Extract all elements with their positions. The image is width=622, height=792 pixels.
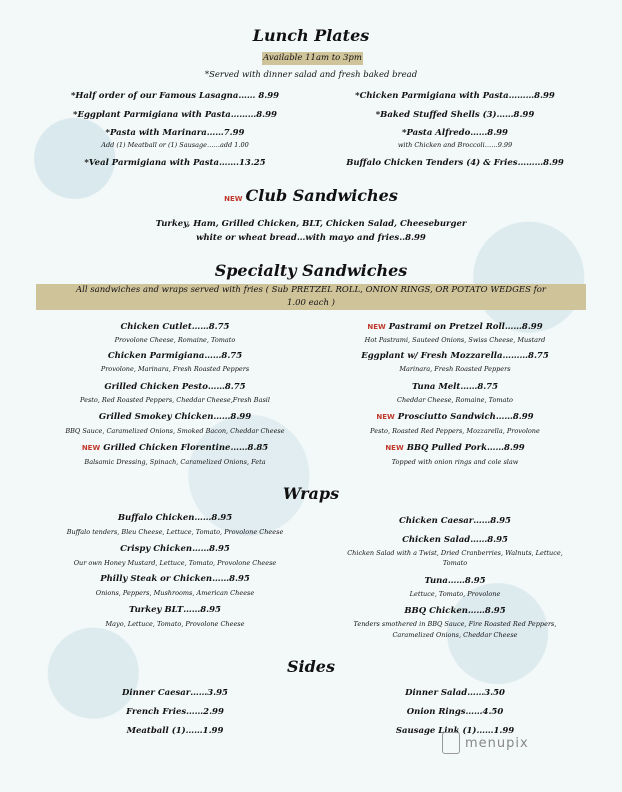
lunch-item: *Pasta Alfredo……8.99 — [402, 128, 508, 138]
specialty-desc: BBQ Sauce, Caramelized Onions, Smoked Bacon, Cheddar Cheese — [65, 427, 285, 435]
specialty-item: Grilled Chicken Pesto……8.75 — [104, 382, 246, 392]
lunch-item-desc: with Chicken and Broccoli……9.99 — [397, 141, 513, 149]
side-item: Meatball (1)……1.99 — [126, 726, 224, 736]
wrap-item: Tuna……8.95 — [424, 576, 486, 586]
specialty-desc: Provolone, Marinara, Fresh Roasted Peppers — [100, 365, 250, 373]
lunch-item: *Half order of our Famous Lasagna…… 8.99 — [70, 91, 280, 101]
new-badge: NEW — [81, 444, 101, 452]
new-badge: NEW — [385, 444, 404, 452]
wrap-item: Turkey BLT……8.95 — [129, 605, 221, 615]
side-item: Sausage Link (1)……1.99 — [395, 726, 515, 736]
specialty-desc: Cheddar Cheese, Romaine, Tomato — [397, 396, 513, 404]
specialty-title: Specialty Sandwiches — [214, 261, 408, 280]
wrap-item: Buffalo Chicken……8.95 — [117, 513, 233, 523]
wrap-desc: Tomato — [442, 559, 468, 567]
wrap-desc: Onions, Peppers, Mushrooms, American Cheese — [95, 589, 255, 597]
new-badge: NEW — [376, 413, 395, 421]
specialty-item — [320, 443, 590, 453]
specialty-item-name: Prosciutto Sandwich……8.99 — [397, 412, 534, 422]
specialty-desc: Balsamic Dressing, Spinach, Caramelized Onions, Feta — [84, 458, 266, 466]
specialty-desc: Provolone Cheese, Romaine, Tomato — [114, 336, 236, 344]
wraps-title: Wraps — [282, 484, 340, 503]
wrap-desc: Lettuce, Tomato, Provolone — [409, 590, 501, 598]
specialty-item — [320, 322, 590, 332]
specialty-desc: Hot Pastrami, Sauteed Onions, Swiss Cheese, Mustard — [364, 336, 546, 344]
wrap-desc: Chicken Salad with a Twist, Dried Cranberries, Walnuts, Lettuce, — [347, 549, 563, 557]
lunch-item: *Chicken Parmigiana with Pasta………8.99 — [355, 91, 555, 101]
lunch-item: Buffalo Chicken Tenders (4) & Fries………8.99 — [346, 158, 564, 168]
lunch-item: *Baked Stuffed Shells (3)……8.99 — [375, 110, 535, 120]
specialty-item-name: BBQ Pulled Pork……8.99 — [406, 443, 525, 453]
lunch-item-desc: Add (1) Meatball or (1) Sausage……add 1.00 — [101, 141, 249, 149]
wrap-desc: Tenders smothered in BBQ Sauce, Fire Roasted Red Peppers, — [353, 620, 557, 628]
specialty-item — [320, 412, 590, 422]
lunch-item: *Veal Parmigiana with Pasta…….13.25 — [84, 158, 266, 168]
specialty-desc: Marinara, Fresh Roasted Peppers — [399, 365, 511, 373]
club-line-1: Turkey, Ham, Grilled Chicken, BLT, Chicken Salad, Cheeseburger — [155, 219, 467, 229]
lunch-item: *Eggplant Parmigiana with Pasta………8.99 — [73, 110, 277, 120]
wrap-item: Chicken Caesar……8.95 — [399, 516, 511, 526]
specialty-item-name: Grilled Chicken Florentine……8.85 — [103, 443, 269, 453]
specialty-desc: Pesto, Roasted Red Peppers, Mozzarella, Provolone — [370, 427, 540, 435]
banner-line-1: All sandwiches and wraps served with fries ( Sub PRETZEL ROLL, ONION RINGS, OR POTATO WEDGES for — [76, 285, 546, 295]
specialty-desc: Pesto, Red Roasted Peppers, Cheddar Cheese,Fresh Basil — [80, 396, 270, 404]
specialty-item: Eggplant w/ Fresh Mozzarella………8.75 — [361, 351, 549, 361]
specialty-banner — [36, 284, 586, 310]
specialty-desc: Topped with onion rings and cole slaw — [391, 458, 519, 466]
club-title — [0, 186, 622, 205]
side-item: Dinner Salad……3.50 — [405, 688, 505, 698]
lunch-hours: Available 11am to 3pm — [263, 53, 362, 63]
specialty-item — [40, 443, 310, 453]
new-badge: NEW — [224, 195, 243, 203]
lunch-title: Lunch Plates — [252, 26, 370, 45]
wrap-item: Crispy Chicken……8.95 — [120, 544, 230, 554]
wrap-desc: Mayo, Lettuce, Tomato, Provolone Cheese — [105, 620, 245, 628]
new-badge: NEW — [367, 323, 386, 331]
specialty-item-name: Pastrami on Pretzel Roll……8.99 — [388, 322, 543, 332]
wrap-item: BBQ Chicken……8.95 — [404, 606, 506, 616]
specialty-item: Chicken Parmigiana……8.75 — [107, 351, 243, 361]
side-item: Dinner Caesar……3.95 — [122, 688, 228, 698]
wrap-desc: Our own Honey Mustard, Lettuce, Tomato, Provolone Cheese — [73, 559, 277, 567]
specialty-item: Tuna Melt……8.75 — [411, 382, 499, 392]
watermark: menupix — [465, 736, 529, 751]
wrap-desc: Caramelized Onions, Cheddar Cheese — [392, 631, 518, 639]
club-title-text: Club Sandwiches — [245, 186, 398, 205]
side-item: French Fries……2.99 — [126, 707, 224, 717]
banner-line-2: 1.00 each ) — [287, 298, 335, 308]
wrap-item: Chicken Salad……8.95 — [402, 535, 508, 545]
lunch-item: *Pasta with Marinara……7.99 — [105, 128, 245, 138]
menupix-logo-icon — [442, 732, 460, 754]
sides-title: Sides — [286, 657, 335, 676]
side-item: Onion Rings……4.50 — [406, 707, 504, 717]
wrap-desc: Buffalo tenders, Bleu Cheese, Lettuce, Tomato, Provolone Cheese — [66, 528, 284, 536]
wrap-item: Philly Steak or Chicken……8.95 — [100, 574, 250, 584]
specialty-item: Grilled Smokey Chicken……8.99 — [98, 412, 252, 422]
specialty-item: Chicken Cutlet……8.75 — [120, 322, 230, 332]
club-line-2: white or wheat bread…with mayo and fries..8.99 — [196, 233, 426, 243]
lunch-note: *Served with dinner salad and fresh baked bread — [204, 70, 418, 80]
